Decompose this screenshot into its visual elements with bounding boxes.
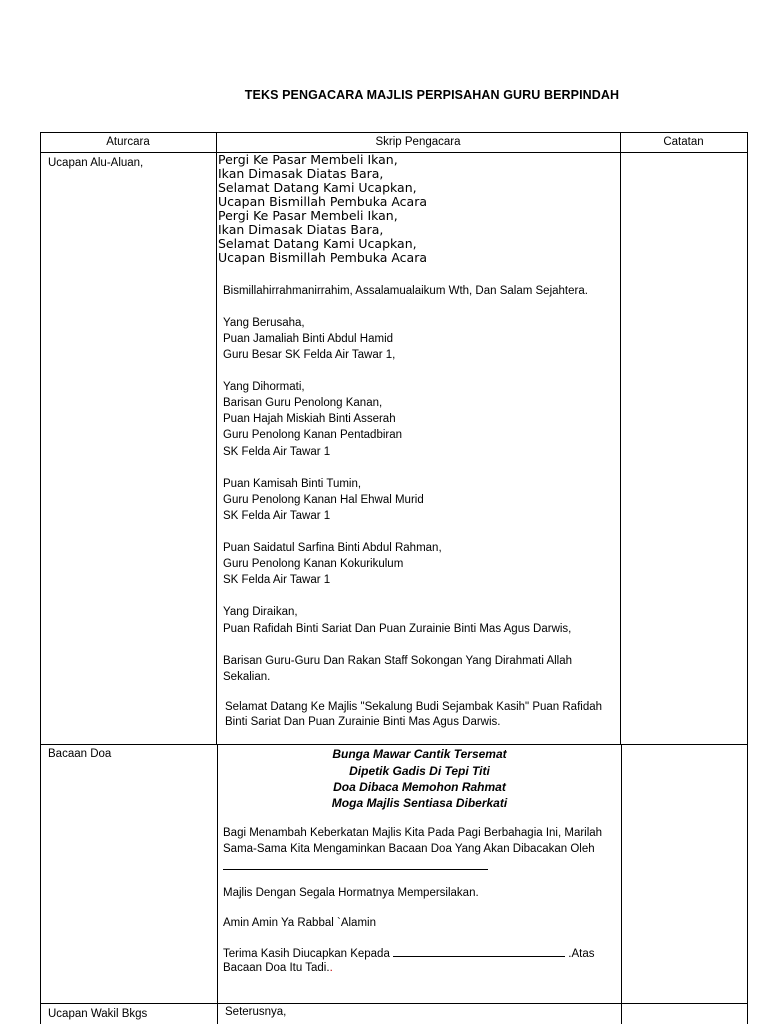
script-line: Barisan Guru-Guru Dan Rakan Staff Sokongan Yang Dirahmati Allah xyxy=(223,655,573,667)
blank-line xyxy=(223,859,488,870)
script-line: Yang Diraikan, xyxy=(223,606,298,618)
script-line: SK Felda Air Tawar 1 xyxy=(223,446,331,458)
table-border-right xyxy=(747,132,748,1024)
table-border-left xyxy=(40,132,41,1024)
pantun-line: Dipetik Gadis Di Tepi Titi xyxy=(349,764,490,778)
pantun-line: Doa Dibaca Memohon Rahmat xyxy=(333,780,506,794)
script-salam: Bismillahirrahmanirrahim, Assalamualaikum Wth, Dan Salam Sejahtera. xyxy=(223,285,588,297)
column-divider-2 xyxy=(620,132,621,744)
row-label-ucapan-alu-aluan: Ucapan Alu-Aluan, xyxy=(48,157,144,169)
pantun-line: Moga Majlis Sentiasa Diberkati xyxy=(331,796,508,810)
pantun-line: Pergi Ke Pasar Membeli Ikan, xyxy=(218,152,398,167)
script-line: Barisan Guru Penolong Kanan, xyxy=(223,397,383,409)
script-line: Yang Dihormati, xyxy=(223,381,305,393)
pantun-line: Bunga Mawar Cantik Tersemat xyxy=(332,747,507,761)
pantun-line: Selamat Datang Kami Ucapkan, xyxy=(218,236,417,251)
table-border-top xyxy=(40,132,748,133)
script-text: .Atas xyxy=(568,948,595,960)
pantun-line: Selamat Datang Kami Ucapkan, xyxy=(218,180,417,195)
doa-reader-blank xyxy=(223,857,488,875)
script-line xyxy=(223,962,333,974)
script-line: Guru Besar SK Felda Air Tawar 1, xyxy=(223,349,396,361)
script-line-terima-kasih xyxy=(223,946,594,960)
script-line: Sama-Sama Kita Mengaminkan Bacaan Doa Yang Akan Dibacakan Oleh xyxy=(223,843,595,855)
row-divider-2 xyxy=(40,1003,748,1004)
script-line: Guru Penolong Kanan Pentadbiran xyxy=(223,429,403,441)
script-text: Terima Kasih Diucapkan Kepada xyxy=(223,948,390,960)
script-line: Puan Hajah Miskiah Binti Asserah xyxy=(223,413,396,425)
script-line: Puan Rafidah Binti Sariat Dan Puan Zurainie Binti Mas Agus Darwis, xyxy=(223,623,572,635)
script-line: Yang Berusaha, xyxy=(223,317,305,329)
script-line: Selamat Datang Ke Majlis "Sekalung Budi Sejambak Kasih" Puan Rafidah xyxy=(225,701,603,713)
script-line: Puan Kamisah Binti Tumin, xyxy=(223,478,362,490)
script-line: Guru Penolong Kanan Hal Ehwal Murid xyxy=(223,494,424,506)
pantun-line: Ikan Dimasak Diatas Bara, xyxy=(218,222,384,237)
column-divider-2b xyxy=(621,744,622,1024)
script-line: SK Felda Air Tawar 1 xyxy=(223,510,331,522)
script-line: Guru Penolong Kanan Kokurikulum xyxy=(223,558,404,570)
script-text: Bacaan Doa Itu Tadi. xyxy=(223,962,330,974)
header-aturcara: Aturcara xyxy=(106,136,150,148)
pantun-line: Ikan Dimasak Diatas Bara, xyxy=(218,166,384,181)
pantun-line: Pergi Ke Pasar Membeli Ikan, xyxy=(218,208,398,223)
script-line: Amin Amin Ya Rabbal `Alamin xyxy=(223,917,376,929)
script-line: SK Felda Air Tawar 1 xyxy=(223,574,331,586)
script-line: Majlis Dengan Segala Hormatnya Mempersilakan. xyxy=(223,887,479,899)
header-skrip-pengacara: Skrip Pengacara xyxy=(375,136,461,148)
script-line: Bagi Menambah Keberkatan Majlis Kita Pada Pagi Berbahagia Ini, Marilah xyxy=(223,827,603,839)
pantun-alu-aluan xyxy=(218,153,427,265)
script-line: Puan Jamaliah Binti Abdul Hamid xyxy=(223,333,394,345)
script-line: Binti Sariat Dan Puan Zurainie Binti Mas Agus Darwis. xyxy=(225,716,501,728)
script-line: Seterusnya, xyxy=(225,1006,287,1018)
column-divider-1 xyxy=(216,132,217,744)
row-divider-1 xyxy=(40,744,748,745)
pantun-line: Ucapan Bismillah Pembuka Acara xyxy=(218,250,428,265)
header-catatan: Catatan xyxy=(663,136,704,148)
script-line: Puan Saidatul Sarfina Binti Abdul Rahman, xyxy=(223,542,442,554)
pantun-line: Ucapan Bismillah Pembuka Acara xyxy=(218,194,428,209)
blank-line xyxy=(393,946,565,957)
script-line: Sekalian. xyxy=(223,671,271,683)
page-title: TEKS PENGACARA MAJLIS PERPISAHAN GURU BERPINDAH xyxy=(244,88,620,102)
row-label-ucapan-wakil-bkgs: Ucapan Wakil Bkgs xyxy=(48,1008,148,1020)
script-text: . xyxy=(329,962,333,974)
row-label-bacaan-doa: Bacaan Doa xyxy=(48,748,112,760)
